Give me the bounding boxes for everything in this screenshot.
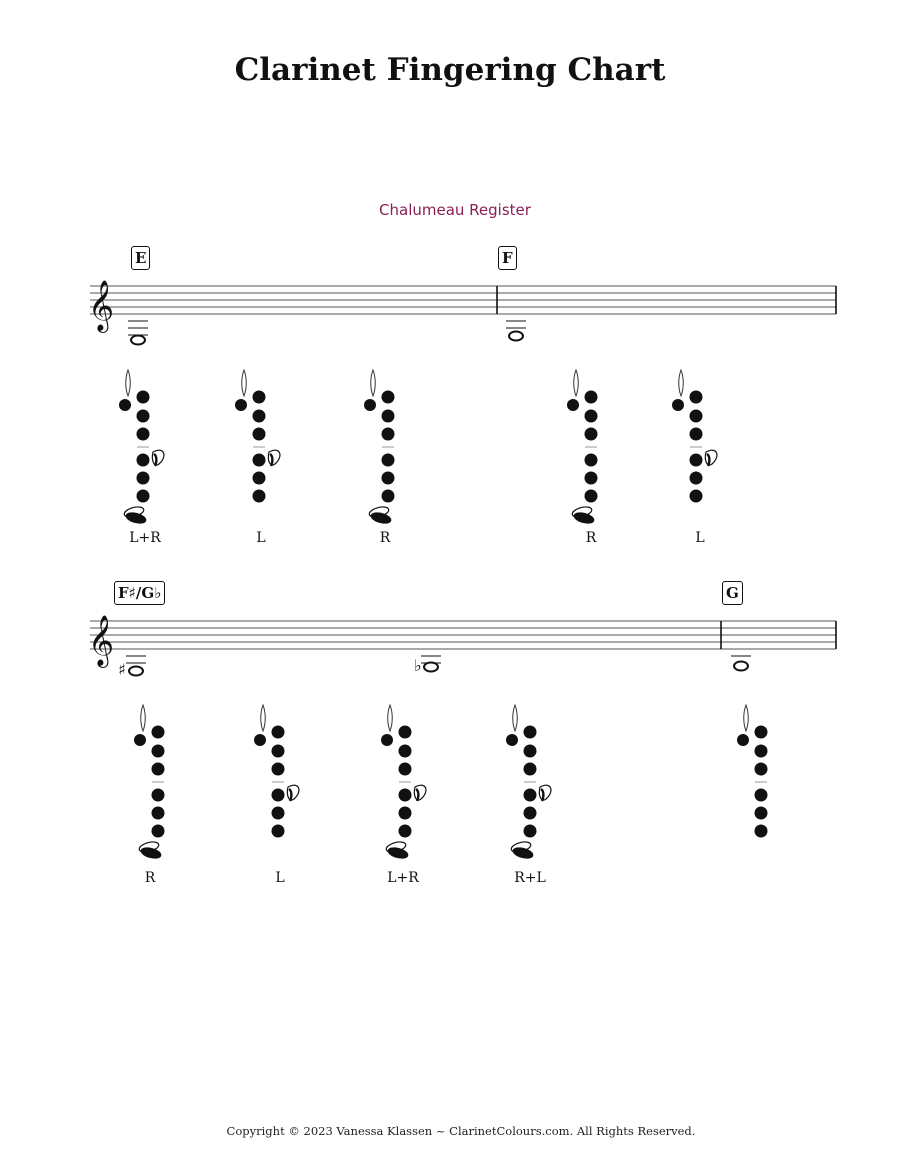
- left-hand-hole-icon: [382, 410, 395, 423]
- right-hand-hole-icon: [137, 490, 150, 503]
- left-hand-hole-icon: [253, 391, 266, 404]
- left-hand-hole-icon: [524, 745, 537, 758]
- left-hand-hole-icon: [272, 745, 285, 758]
- thumb-hole-icon: [381, 734, 393, 746]
- note-label-f-sharp-g-flat: F♯/G♭: [114, 581, 165, 605]
- hand-label: R: [379, 530, 391, 546]
- left-hand-hole-icon: [272, 763, 285, 776]
- left-hand-hole-icon: [690, 428, 703, 441]
- right-hand-hole-icon: [253, 454, 266, 467]
- left-hand-hole-icon: [585, 428, 598, 441]
- bottom-key-pressed-icon: [573, 511, 595, 525]
- hand-label: R+L: [514, 870, 546, 886]
- right-hand-hole-icon: [585, 472, 598, 485]
- reed-icon: [126, 370, 131, 396]
- right-hand-hole-icon: [399, 825, 412, 838]
- thumb-hole-icon: [737, 734, 749, 746]
- reed-icon: [141, 705, 146, 731]
- flat-icon: ♭: [414, 656, 422, 675]
- bottom-key-pressed-icon: [387, 846, 409, 860]
- register-heading: Chalumeau Register: [379, 201, 531, 219]
- hand-label: L: [256, 530, 266, 546]
- treble-clef-icon: 𝄞: [88, 615, 115, 666]
- hand-label: L+R: [129, 530, 161, 546]
- bottom-key-pressed-icon: [370, 511, 392, 525]
- right-hand-hole-icon: [755, 789, 768, 802]
- thumb-hole-icon: [254, 734, 266, 746]
- hand-label: L: [275, 870, 285, 886]
- left-hand-hole-icon: [524, 763, 537, 776]
- left-hand-hole-icon: [152, 745, 165, 758]
- left-hand-hole-icon: [690, 391, 703, 404]
- reed-icon: [679, 370, 684, 396]
- right-hand-hole-icon: [253, 472, 266, 485]
- side-key-icon: [705, 450, 717, 465]
- whole-note-e: [128, 321, 148, 345]
- hand-label: R: [585, 530, 597, 546]
- bottom-key-pressed-icon: [140, 846, 162, 860]
- whole-note-f-sharp: [118, 656, 146, 679]
- left-hand-hole-icon: [399, 763, 412, 776]
- left-hand-hole-icon: [272, 726, 285, 739]
- right-hand-hole-icon: [137, 472, 150, 485]
- hand-label: R: [144, 870, 156, 886]
- left-hand-hole-icon: [524, 726, 537, 739]
- right-hand-hole-icon: [755, 807, 768, 820]
- thumb-hole-icon: [134, 734, 146, 746]
- right-hand-hole-icon: [253, 490, 266, 503]
- left-hand-hole-icon: [585, 391, 598, 404]
- right-hand-hole-icon: [524, 807, 537, 820]
- right-hand-hole-icon: [152, 807, 165, 820]
- right-hand-hole-icon: [272, 789, 285, 802]
- note-label-e: E: [131, 246, 150, 270]
- right-hand-hole-icon: [524, 789, 537, 802]
- thumb-hole-icon: [567, 399, 579, 411]
- reed-icon: [388, 705, 393, 731]
- right-hand-hole-icon: [755, 825, 768, 838]
- note-label-g: G: [722, 581, 743, 605]
- side-key-icon: [539, 785, 551, 800]
- treble-clef-icon: 𝄞: [88, 280, 115, 331]
- left-hand-hole-icon: [755, 763, 768, 776]
- right-hand-hole-icon: [382, 472, 395, 485]
- right-hand-hole-icon: [137, 454, 150, 467]
- left-hand-hole-icon: [382, 428, 395, 441]
- thumb-hole-icon: [119, 399, 131, 411]
- note-label-f: F: [498, 246, 517, 270]
- right-hand-hole-icon: [690, 490, 703, 503]
- right-hand-hole-icon: [152, 789, 165, 802]
- right-hand-hole-icon: [524, 825, 537, 838]
- right-hand-hole-icon: [690, 454, 703, 467]
- left-hand-hole-icon: [690, 410, 703, 423]
- reed-icon: [242, 370, 247, 396]
- thumb-hole-icon: [506, 734, 518, 746]
- staff-system-2: [0, 575, 900, 895]
- sharp-icon: ♯: [118, 660, 126, 679]
- right-hand-hole-icon: [382, 490, 395, 503]
- reed-icon: [744, 705, 749, 731]
- left-hand-hole-icon: [152, 763, 165, 776]
- left-hand-hole-icon: [755, 745, 768, 758]
- right-hand-hole-icon: [585, 490, 598, 503]
- bottom-key-pressed-icon: [125, 511, 147, 525]
- hand-label: L: [695, 530, 705, 546]
- left-hand-hole-icon: [253, 410, 266, 423]
- reed-icon: [371, 370, 376, 396]
- left-hand-hole-icon: [137, 410, 150, 423]
- right-hand-hole-icon: [399, 807, 412, 820]
- right-hand-hole-icon: [585, 454, 598, 467]
- bottom-key-pressed-icon: [512, 846, 534, 860]
- right-hand-hole-icon: [272, 825, 285, 838]
- left-hand-hole-icon: [382, 391, 395, 404]
- whole-note-g: [731, 656, 751, 671]
- left-hand-hole-icon: [399, 745, 412, 758]
- side-key-icon: [268, 450, 280, 465]
- right-hand-hole-icon: [382, 454, 395, 467]
- left-hand-hole-icon: [755, 726, 768, 739]
- right-hand-hole-icon: [272, 807, 285, 820]
- right-hand-hole-icon: [690, 472, 703, 485]
- page-title: Clarinet Fingering Chart: [234, 52, 666, 88]
- whole-note-f: [506, 321, 526, 341]
- whole-note-g-flat: [414, 656, 441, 675]
- side-key-icon: [414, 785, 426, 800]
- side-key-icon: [287, 785, 299, 800]
- reed-icon: [574, 370, 579, 396]
- thumb-hole-icon: [235, 399, 247, 411]
- left-hand-hole-icon: [399, 726, 412, 739]
- staff-system-1: [0, 240, 900, 560]
- left-hand-hole-icon: [585, 410, 598, 423]
- thumb-hole-icon: [364, 399, 376, 411]
- copyright-footer: Copyright © 2023 Vanessa Klassen ~ ClarinetColours.com. All Rights Reserved.: [226, 1124, 696, 1138]
- right-hand-hole-icon: [399, 789, 412, 802]
- left-hand-hole-icon: [152, 726, 165, 739]
- reed-icon: [261, 705, 266, 731]
- hand-label: L+R: [387, 870, 419, 886]
- left-hand-hole-icon: [137, 391, 150, 404]
- thumb-hole-icon: [672, 399, 684, 411]
- right-hand-hole-icon: [152, 825, 165, 838]
- side-key-icon: [152, 450, 164, 465]
- left-hand-hole-icon: [253, 428, 266, 441]
- reed-icon: [513, 705, 518, 731]
- left-hand-hole-icon: [137, 428, 150, 441]
